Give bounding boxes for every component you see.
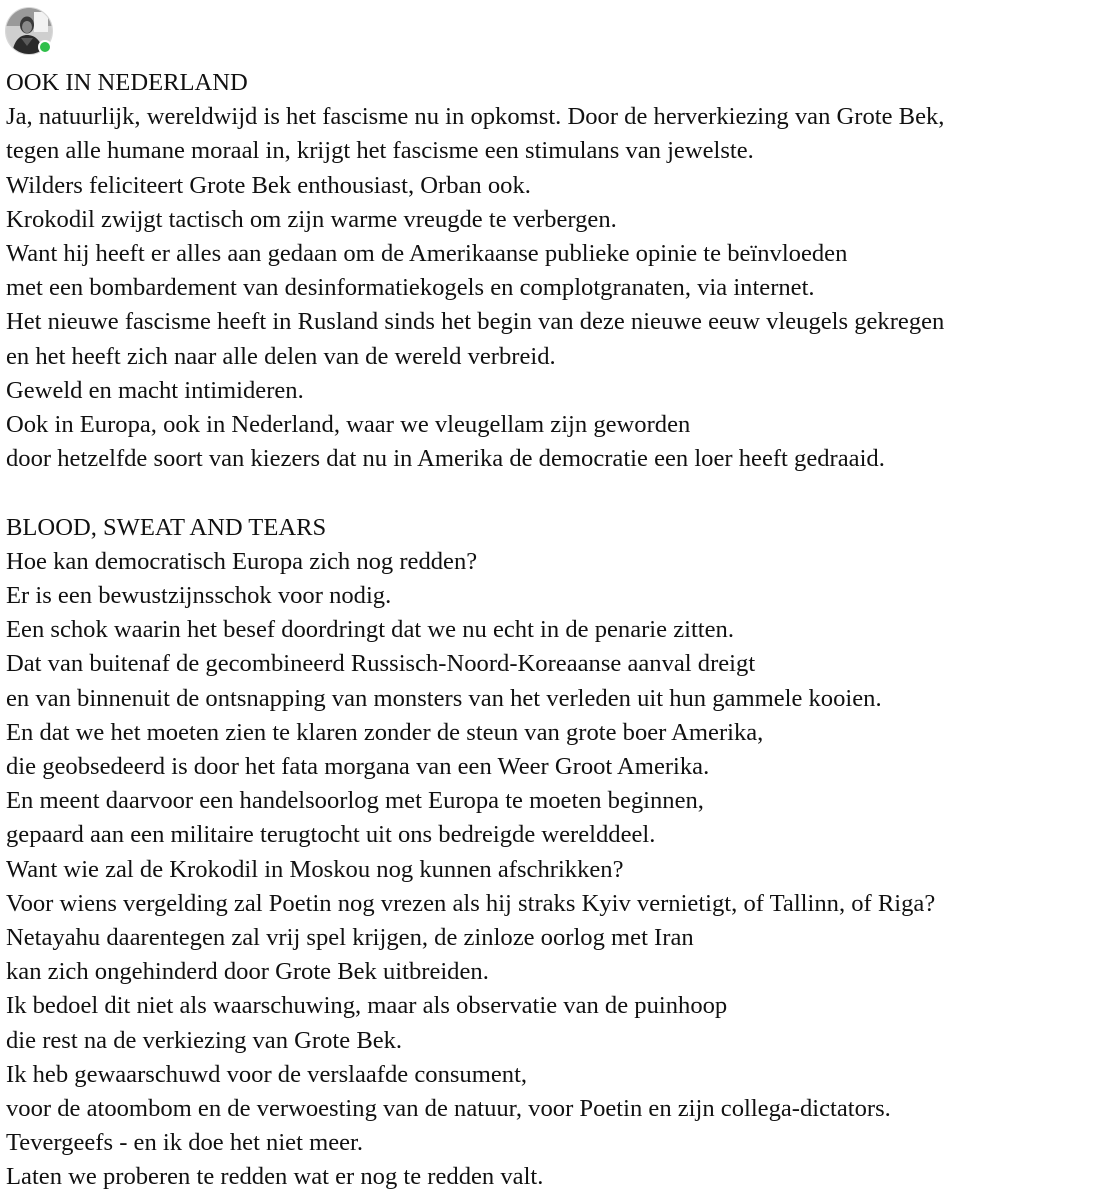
post-text-line: Wilders feliciteert Grote Bek enthousiast, Orban ook. <box>6 171 531 199</box>
post-text-line: kan zich ongehinderd door Grote Bek uitbreiden. <box>6 958 489 986</box>
section-heading-ook-in-nederland: OOK IN NEDERLAND <box>6 69 248 96</box>
section-heading-blood-sweat-and-tears: BLOOD, SWEAT AND TEARS <box>6 513 327 541</box>
post-text-line: Hoe kan democratisch Europa zich nog redden? <box>6 547 478 575</box>
post-text-line: En dat we het moeten zien te klaren zonder de steun van grote boer Amerika, <box>6 718 764 746</box>
post-text-line: voor de atoombom en de verwoesting van de natuur, voor Poetin en zijn collega-dictators. <box>6 1095 891 1123</box>
post-text-line: Krokodil zwijgt tactisch om zijn warme vreugde te verbergen. <box>6 205 617 233</box>
post-text-line: Laten we proberen te redden wat er nog te redden valt. <box>6 1163 544 1191</box>
post-text-line: Tevergeefs - en ik doe het niet meer. <box>6 1129 364 1157</box>
post-text-line: Want hij heeft er alles aan gedaan om de Amerikaanse publieke opinie te beïnvloeden <box>6 240 848 268</box>
post-text-line: Een schok waarin het besef doordringt dat we nu echt in de penarie zitten. <box>6 616 734 644</box>
post-text-line: Want wie zal de Krokodil in Moskou nog kunnen afschrikken? <box>6 855 624 883</box>
post-text-line: die rest na de verkiezing van Grote Bek. <box>6 1026 403 1054</box>
post-text-line: en van binnenuit de ontsnapping van monsters van het verleden uit hun gammele kooien. <box>6 684 882 712</box>
post-text-line: Ja, natuurlijk, wereldwijd is het fascisme nu in opkomst. Door de herverkiezing van Grote Bek, <box>6 103 945 131</box>
post-text-line: en het heeft zich naar alle delen van de wereld verbreid. <box>6 342 556 370</box>
post-text-line: Ik heb gewaarschuwd voor de verslaafde consument, <box>6 1060 528 1088</box>
post-text-line: Geweld en macht intimideren. <box>6 376 304 404</box>
author-avatar-container[interactable] <box>5 7 53 55</box>
post-text-line: Voor wiens vergelding zal Poetin nog vrezen als hij straks Kyiv vernietigt, of Tallinn, of Riga? <box>6 889 936 917</box>
post-body <box>6 66 1096 1195</box>
post-text-line: Netayahu daarentegen zal vrij spel krijgen, de zinloze oorlog met Iran <box>6 924 694 952</box>
post-text-line: En meent daarvoor een handelsoorlog met Europa te moeten beginnen, <box>6 787 704 815</box>
post-text-line: tegen alle humane moraal in, krijgt het fascisme een stimulans van jewelste. <box>6 137 754 165</box>
post-text-line: Het nieuwe fascisme heeft in Rusland sinds het begin van deze nieuwe eeuw vleugels gekregen <box>6 308 945 336</box>
post-text-line: met een bombardement van desinformatiekogels en complotgranaten, via internet. <box>6 274 815 302</box>
post-text-line: door hetzelfde soort van kiezers dat nu in Amerika de democratie een loer heeft gedraaid. <box>6 445 885 473</box>
post-text-line: Ik bedoel dit niet als waarschuwing, maar als observatie van de puinhoop <box>6 992 728 1020</box>
post-text-line: Ook in Europa, ook in Nederland, waar we vleugellam zijn geworden <box>6 411 691 439</box>
post-text-line: Dat van buitenaf de gecombineerd Russisch-Noord-Koreaanse aanval dreigt <box>6 650 756 678</box>
online-status-indicator <box>38 40 52 54</box>
post-text-line: die geobsedeerd is door het fata morgana van een Weer Groot Amerika. <box>6 753 710 781</box>
post-text-line: Er is een bewustzijnsschok voor nodig. <box>6 582 392 610</box>
paragraph-spacer <box>6 476 1096 510</box>
post-text-line: gepaard aan een militaire terugtocht uit ons bedreigde werelddeel. <box>6 821 656 849</box>
